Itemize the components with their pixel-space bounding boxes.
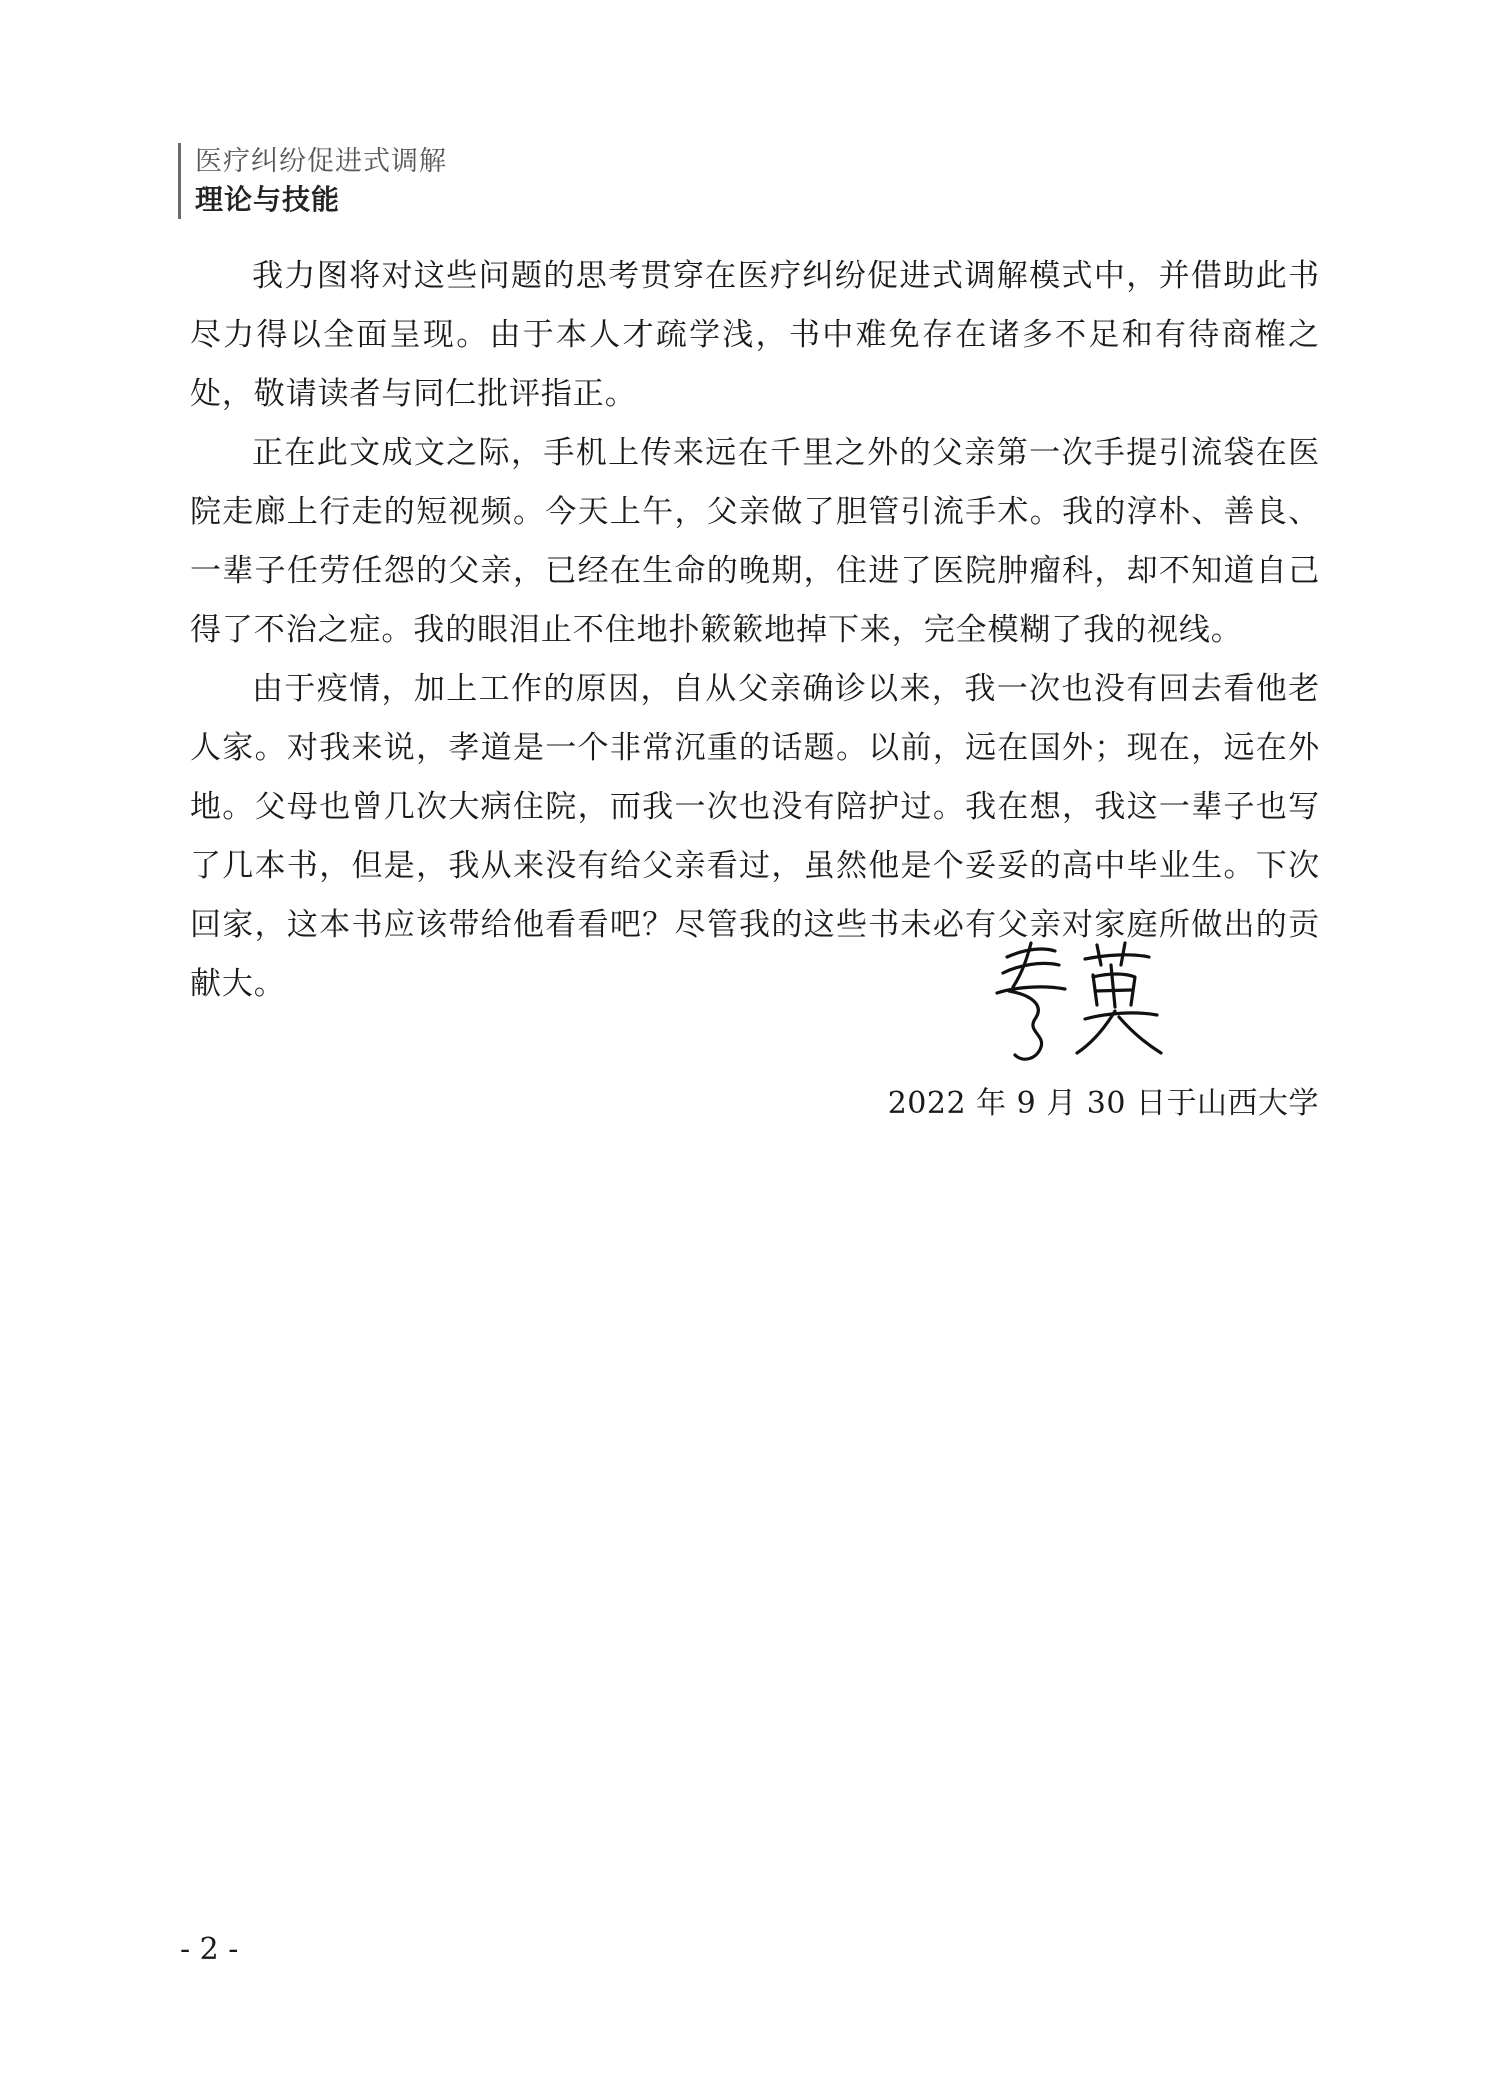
body-text	[190, 247, 1320, 1014]
running-header	[178, 143, 447, 219]
book-title: 理论与技能	[195, 183, 341, 216]
paragraph: 正在此文成文之际，手机上传来远在千里之外的父亲第一次手提引流袋在医院走廊上行走的短视频。今天上午，父亲做了胆管引流手术。我的淳朴、善良、一辈子任劳任怨的父亲，已经在生命的晚期，住进了医院肿瘤科，却不知道自己得了不治之症。我的眼泪止不住地扑簌簌地掉下来，完全模糊了我的视线。	[190, 435, 1320, 648]
signature-date: 2022 年 9 月 30 日于山西大学	[887, 1086, 1319, 1121]
handwritten-signature	[985, 935, 1185, 1070]
paragraph: 由于疫情，加上工作的原因，自从父亲确诊以来，我一次也没有回去看他老人家。对我来说，孝道是一个非常沉重的话题。以前，远在国外；现在，远在外地。父母也曾几次大病住院，而我一次也没有陪护过。我在想，我这一辈子也写了几本书，但是，我从来没有给父亲看过，虽然他是个妥妥的高中毕业生。下次回家，这本书应该带给他看看吧？尽管我的这些书未必有父亲对家庭所做出的贡献大。	[190, 671, 1320, 1002]
paragraph: 我力图将对这些问题的思考贯穿在医疗纠纷促进式调解模式中，并借助此书尽力得以全面呈现。由于本人才疏学浅，书中难免存在诸多不足和有待商榷之处，敬请读者与同仁批评指正。	[190, 258, 1320, 412]
page-number: - 2 -	[180, 1932, 239, 1967]
series-title: 医疗纠纷促进式调解	[195, 146, 447, 177]
